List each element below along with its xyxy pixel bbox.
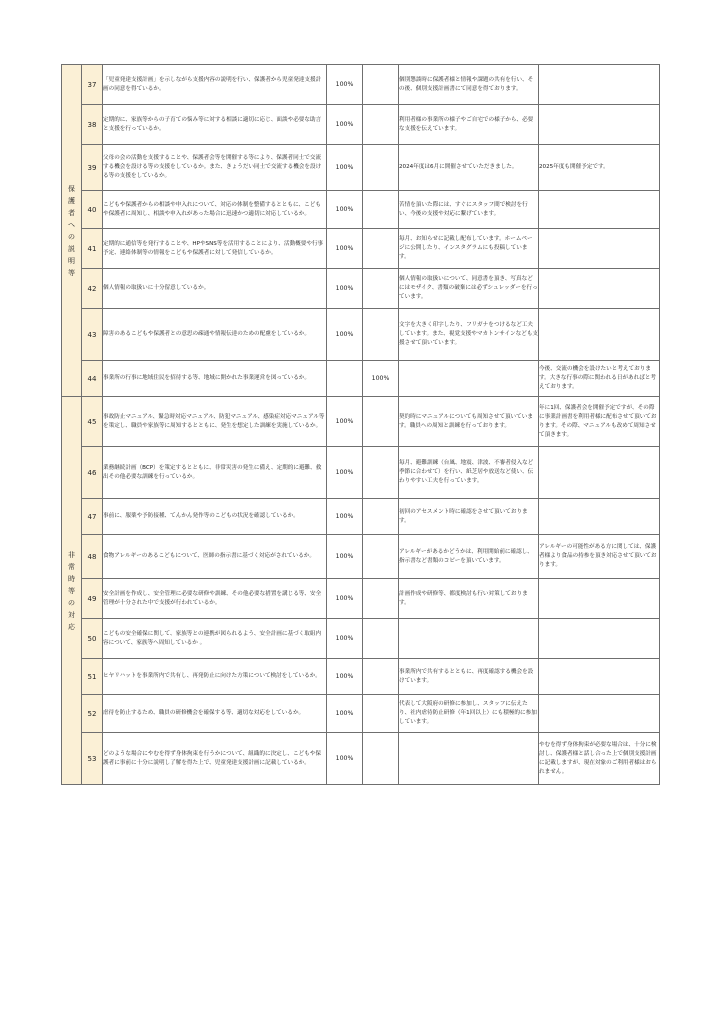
status-note: [399, 733, 539, 785]
item-text: 個人情報の取扱いに十分留意しているか。: [103, 269, 327, 309]
no-percentage: [363, 535, 399, 579]
item-number: 41: [82, 229, 103, 269]
no-percentage: [363, 499, 399, 535]
item-text: 安全計画を作成し、安全管理に必要な研修や訓練、その他必要な措置を講じる等、安全管理が十分された中で支援が行われているか。: [103, 579, 327, 619]
evaluation-table: [61, 64, 660, 785]
item-text: 事故防止マニュアル、緊急時対応マニュアル、防犯マニュアル、感染症対応マニュアル等を策定し、職員や家族等に周知するとともに、発生を想定した訓練を実施しているか。: [103, 397, 327, 447]
table-row: [62, 105, 660, 145]
improvement-plan: [539, 229, 660, 269]
improvement-plan: [539, 105, 660, 145]
table-row: [62, 361, 660, 397]
table-row: [62, 397, 660, 447]
item-number: 47: [82, 499, 103, 535]
no-percentage: [363, 65, 399, 105]
yes-percentage: 100%: [327, 309, 363, 361]
improvement-plan: [539, 269, 660, 309]
no-percentage: [363, 229, 399, 269]
no-percentage: [363, 105, 399, 145]
improvement-plan: [539, 447, 660, 499]
status-note: 契約時にマニュアルについても周知させて頂いています。職員への周知と訓練を行っております。: [399, 397, 539, 447]
status-note: 初回のアセスメント時に確認をさせて頂いております。: [399, 499, 539, 535]
yes-percentage: 100%: [327, 659, 363, 695]
table-row: [62, 659, 660, 695]
improvement-plan: [539, 695, 660, 733]
yes-percentage: 100%: [327, 269, 363, 309]
item-number: 44: [82, 361, 103, 397]
improvement-plan: [539, 499, 660, 535]
item-number: 40: [82, 191, 103, 229]
yes-percentage: 100%: [327, 619, 363, 659]
table-row: [62, 191, 660, 229]
status-note: 毎月、避難訓練（台風、地震、津波、不審者侵入など季節に合わせて）を行い、紙芝居や放送など使い、伝わりやすい工夫を行っています。: [399, 447, 539, 499]
no-percentage: [363, 447, 399, 499]
no-percentage: [363, 145, 399, 191]
table-row: [62, 733, 660, 785]
item-text: 食物アレルギーのあるこどもについて、医師の指示書に基づく対応がされているか。: [103, 535, 327, 579]
status-note: [399, 361, 539, 397]
table-row: [62, 269, 660, 309]
improvement-plan: 今後、交流の機会を設けたいと考えております。大きな行事の際に関われる日があればと考えております。: [539, 361, 660, 397]
yes-percentage: 100%: [327, 145, 363, 191]
improvement-plan: [539, 65, 660, 105]
item-text: 障害のあるこどもや保護者との意思の疎通や情報伝達のための配慮をしているか。: [103, 309, 327, 361]
status-note: 利用者様の事業所の様子やご自宅での様子から、必要な支援を伝えています。: [399, 105, 539, 145]
no-percentage: [363, 269, 399, 309]
status-note: 2024年度は6月に開催させていただきました。: [399, 145, 539, 191]
no-percentage: [363, 659, 399, 695]
table-row: [62, 145, 660, 191]
item-text: 業務継続計画（BCP）を策定するとともに、非常災害の発生に備え、定期的に避難、救出その他必要な訓練を行っているか。: [103, 447, 327, 499]
yes-percentage: 100%: [327, 229, 363, 269]
item-number: 49: [82, 579, 103, 619]
no-percentage: [363, 695, 399, 733]
yes-percentage: 100%: [327, 695, 363, 733]
yes-percentage: 100%: [327, 191, 363, 229]
improvement-plan: 年に1回、保護者会を開催予定ですが、その際に事業計画書を利用者様に配布させて頂いております。その際、マニュアルも改めて周知させて頂きます。: [539, 397, 660, 447]
item-number: 51: [82, 659, 103, 695]
improvement-plan: 2025年度も開催予定です。: [539, 145, 660, 191]
yes-percentage: 100%: [327, 397, 363, 447]
status-note: 個別懇談時に保護者様と情報や課題の共有を行い、その後、個別支援計画書にて同意を得ております。: [399, 65, 539, 105]
table-row: [62, 309, 660, 361]
improvement-plan: [539, 309, 660, 361]
status-note: 個人情報の取扱いについて、同意書を頂き、写真などにはモザイク、書類の破棄には必ずシュレッダーを行っています。: [399, 269, 539, 309]
table-row: [62, 447, 660, 499]
no-percentage: [363, 579, 399, 619]
no-percentage: [363, 397, 399, 447]
item-text: こどもや保護者からの相談や申入れについて、対応の体制を整備するとともに、こどもや保護者に周知し、相談や申入れがあった場合に迅速かつ適切に対応しているか。: [103, 191, 327, 229]
yes-percentage: 100%: [327, 499, 363, 535]
item-text: 「児童発達支援計画」を示しながら支援内容の説明を行い、保護者から児童発達支援計画の同意を得ているか。: [103, 65, 327, 105]
item-number: 38: [82, 105, 103, 145]
item-text: どのような場合にやむを得ず身体拘束を行うかについて、組織的に決定し、こどもや保護者に事前に十分に説明し了解を得た上で、児童発達支援計画に記載しているか。: [103, 733, 327, 785]
item-text: 事業所の行事に地域住民を招待する等、地域に開かれた事業運営を図っているか。: [103, 361, 327, 397]
table-row: [62, 229, 660, 269]
table-row: [62, 65, 660, 105]
item-number: 42: [82, 269, 103, 309]
improvement-plan: [539, 659, 660, 695]
no-percentage: [363, 733, 399, 785]
item-number: 50: [82, 619, 103, 659]
item-text: 父母の会の活動を支援することや、保護者会等を開催する等により、保護者同士で交流する機会を設ける等の支援をしているか。また、きょうだい同士で交流する機会を設ける等の支援をしているか。: [103, 145, 327, 191]
category-label: 保護者への説明等: [68, 184, 75, 277]
item-text: 定期的に通信等を発行することや、HPやSNS等を活用することにより、活動概要や行事予定、連絡体制等の情報をこどもや保護者に対して発信しているか。: [103, 229, 327, 269]
yes-percentage: 100%: [327, 65, 363, 105]
table-row: [62, 619, 660, 659]
yes-percentage: 100%: [327, 579, 363, 619]
category-cell: [62, 397, 82, 785]
improvement-plan: やむを得ず身体拘束が必要な場合は、十分に検討し、保護者様と話し合った上で個別支援計画に記載しますが、現在対象のご利用者様はおられません。: [539, 733, 660, 785]
item-text: こどもの安全確保に関して、家族等との連携が図られるよう、安全計画に基づく取組内容について、家族等へ周知しているか 。: [103, 619, 327, 659]
item-number: 53: [82, 733, 103, 785]
table-row: [62, 499, 660, 535]
item-text: 定期的に、家族等からの子育ての悩み等に対する相談に適切に応じ、面談や必要な助言と支援を行っているか。: [103, 105, 327, 145]
improvement-plan: アレルギーの可能性がある方に関しては、保護者様より食品の持参を頂き対応させて頂いております。: [539, 535, 660, 579]
status-note: 計画作成や研修等、都度検討も行い対策しております。: [399, 579, 539, 619]
item-number: 46: [82, 447, 103, 499]
category-label: 非常時等の対応: [68, 550, 75, 631]
status-note: 事業所内で共有するとともに、再度確認する機会を設けています。: [399, 659, 539, 695]
yes-percentage: 100%: [327, 447, 363, 499]
no-percentage: [363, 309, 399, 361]
item-text: 事前に、服薬や予防接種、てんかん発作等のこどもの状況を確認しているか。: [103, 499, 327, 535]
table-row: [62, 535, 660, 579]
yes-percentage: 100%: [327, 733, 363, 785]
status-note: 毎月、お知らせに記載し配布しています。ホームページに公開したり、インスタグラムにも投稿しています。: [399, 229, 539, 269]
item-number: 48: [82, 535, 103, 579]
item-text: ヒヤリハットを事業所内で共有し、再発防止に向けた方策について検討をしているか。: [103, 659, 327, 695]
no-percentage: 100%: [363, 361, 399, 397]
improvement-plan: [539, 619, 660, 659]
item-number: 45: [82, 397, 103, 447]
status-note: 文字を大きく印字したり、フリガナをつけるなど工夫しています。また、視覚支援やマカトンサインなども支援させて頂いています。: [399, 309, 539, 361]
table-row: [62, 695, 660, 733]
status-note: アレルギーがあるかどうかは、利用開始前に確認し、指示書など書類のコピーを頂いています。: [399, 535, 539, 579]
yes-percentage: [327, 361, 363, 397]
category-cell: [62, 65, 82, 397]
yes-percentage: 100%: [327, 535, 363, 579]
no-percentage: [363, 191, 399, 229]
item-number: 52: [82, 695, 103, 733]
status-note: 代表して大阪府の研修に参加し、スタッフに伝えたり、社内虐待防止研修（年1回以上）にも積極的に参加しています。: [399, 695, 539, 733]
improvement-plan: [539, 191, 660, 229]
item-number: 39: [82, 145, 103, 191]
status-note: 苦情を頂いた際には、すぐにスタッフ間で検討を行い、今後の支援や対応に繋げています。: [399, 191, 539, 229]
item-text: 虐待を防止するため、職員の研修機会を確保する等、適切な対応をしているか。: [103, 695, 327, 733]
item-number: 37: [82, 65, 103, 105]
status-note: [399, 619, 539, 659]
item-number: 43: [82, 309, 103, 361]
yes-percentage: 100%: [327, 105, 363, 145]
no-percentage: [363, 619, 399, 659]
table-row: [62, 579, 660, 619]
improvement-plan: [539, 579, 660, 619]
